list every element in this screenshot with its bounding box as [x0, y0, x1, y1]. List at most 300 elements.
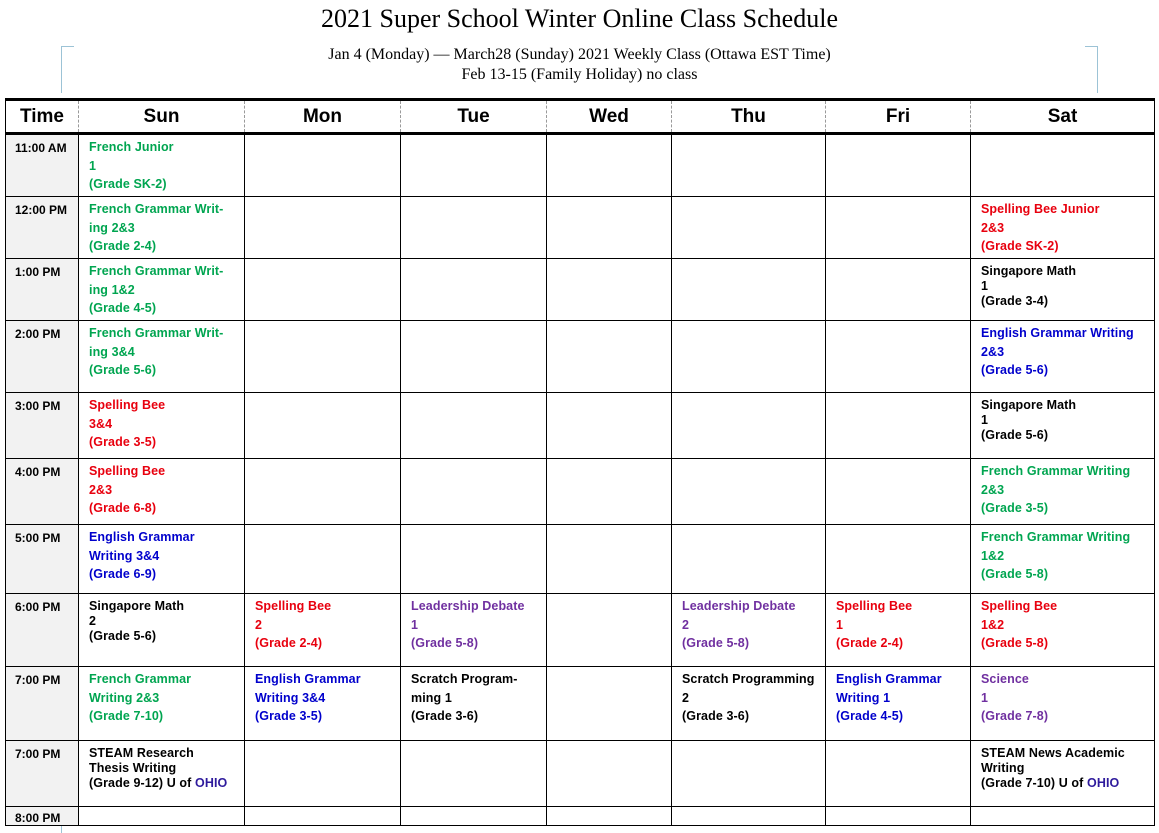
schedule-cell-thu — [672, 594, 826, 667]
schedule-cell-fri — [826, 667, 971, 741]
class-entry-text: English Grammar — [255, 672, 361, 686]
university-name: OHIO — [1087, 776, 1120, 790]
class-entry-text: (Grade 7-10) U of — [981, 776, 1087, 790]
table-row — [6, 134, 1155, 197]
class-entry-text: 1&2 — [981, 617, 1005, 632]
schedule-cell-sun — [79, 525, 245, 594]
class-entry-line — [89, 324, 244, 343]
class-entry — [971, 321, 1154, 380]
class-entry — [826, 667, 970, 726]
class-entry — [971, 667, 1154, 726]
schedule-cell-wed — [547, 197, 672, 259]
schedule-cell-fri — [826, 459, 971, 525]
schedule-cell-sat — [971, 594, 1155, 667]
class-entry-line — [89, 689, 244, 708]
class-entry-text: 1 — [836, 617, 844, 632]
class-entry-line — [89, 175, 244, 194]
class-entry-text: English Grammar — [836, 672, 942, 686]
class-entry-line — [89, 281, 244, 300]
class-entry-line — [981, 481, 1154, 500]
class-entry-text: (Grade 2-4) — [836, 636, 904, 650]
class-entry-line — [981, 634, 1154, 653]
schedule-cell-thu — [672, 321, 826, 393]
schedule-cell-thu — [672, 525, 826, 594]
schedule-cell-mon — [245, 459, 401, 525]
class-entry-line — [981, 776, 1154, 791]
schedule-cell-mon — [245, 807, 401, 826]
class-entry-text: (Grade 4-5) — [89, 301, 157, 315]
class-entry-text: Scratch Programming — [682, 672, 815, 686]
class-entry-text: (Grade 5-6) — [89, 363, 157, 377]
class-entry — [672, 594, 825, 653]
class-entry-text: 1 — [981, 279, 989, 293]
class-entry — [971, 741, 1154, 791]
schedule-cell-sat — [971, 134, 1155, 197]
schedule-cell-sun — [79, 197, 245, 259]
schedule-cell-wed — [547, 741, 672, 807]
class-entry — [79, 594, 244, 644]
class-entry-line — [682, 616, 825, 635]
schedule-cell-mon — [245, 134, 401, 197]
class-entry-line — [255, 689, 400, 708]
class-entry-text: STEAM News Academic — [981, 746, 1125, 760]
schedule-cell-tue — [401, 197, 547, 259]
class-entry-line — [981, 528, 1154, 547]
schedule-cell-sat — [971, 197, 1155, 259]
time-cell: 7:00 PM — [6, 667, 79, 741]
class-entry-text: 2 — [682, 617, 690, 632]
class-entry-text: 1 — [981, 690, 989, 705]
class-entry-text: Leadership Debate — [682, 599, 796, 613]
class-entry-text: (Grade 5-8) — [682, 636, 750, 650]
schedule-cell-sun — [79, 667, 245, 741]
class-entry-text: 2&3 — [981, 220, 1005, 235]
class-entry-line — [836, 616, 970, 635]
schedule-cell-tue — [401, 807, 547, 826]
schedule-cell-fri — [826, 525, 971, 594]
class-entry-line — [89, 157, 244, 176]
class-entry-text: French Grammar Writing — [981, 530, 1131, 544]
class-entry-line — [682, 597, 825, 616]
schedule-cell-wed — [547, 667, 672, 741]
class-entry-text: (Grade 7-8) — [981, 709, 1049, 723]
schedule-cell-fri — [826, 321, 971, 393]
margin-marker-left — [61, 46, 74, 93]
schedule-cell-tue — [401, 594, 547, 667]
class-entry-text: 2 — [682, 690, 690, 705]
schedule-cell-mon — [245, 393, 401, 459]
class-entry — [971, 594, 1154, 653]
class-entry-line — [411, 597, 546, 616]
schedule-cell-fri — [826, 594, 971, 667]
schedule-cell-sun — [79, 321, 245, 393]
class-entry-text: (Grade 6-8) — [89, 501, 157, 515]
schedule-cell-fri — [826, 134, 971, 197]
schedule-cell-fri — [826, 197, 971, 259]
class-entry-line — [682, 707, 825, 726]
schedule-cell-thu — [672, 259, 826, 321]
university-name: OHIO — [195, 776, 228, 790]
time-cell: 1:00 PM — [6, 259, 79, 321]
class-entry — [79, 259, 244, 318]
schedule-cell-sat — [971, 525, 1155, 594]
class-entry-line — [981, 616, 1154, 635]
class-entry-line — [981, 462, 1154, 481]
class-entry-line — [89, 707, 244, 726]
class-entry-line — [836, 597, 970, 616]
class-entry-text: (Grade 5-6) — [89, 629, 157, 643]
class-entry — [971, 459, 1154, 518]
class-entry-text: Writing 1 — [836, 690, 891, 705]
schedule-cell-sat — [971, 741, 1155, 807]
class-entry — [79, 459, 244, 518]
class-entry-text: Writing 2&3 — [89, 690, 160, 705]
time-cell: 3:00 PM — [6, 393, 79, 459]
class-entry-line — [89, 746, 244, 761]
schedule-cell-wed — [547, 594, 672, 667]
class-entry-text: (Grade 5-6) — [981, 428, 1049, 442]
class-entry-text: 1 — [981, 413, 989, 427]
header-row — [6, 100, 1155, 134]
class-entry-line — [255, 597, 400, 616]
class-entry-text: (Grade SK-2) — [89, 177, 167, 191]
schedule-cell-thu — [672, 741, 826, 807]
class-entry-line — [981, 361, 1154, 380]
schedule-cell-sun — [79, 393, 245, 459]
class-entry-line — [981, 547, 1154, 566]
table-row — [6, 807, 1155, 826]
table-row — [6, 459, 1155, 525]
class-entry-line — [981, 597, 1154, 616]
time-cell: 11:00 AM — [6, 134, 79, 197]
table-row — [6, 741, 1155, 807]
class-entry-text: 2 — [255, 617, 263, 632]
schedule-cell-thu — [672, 134, 826, 197]
class-entry-line — [981, 264, 1154, 279]
class-entry-line — [89, 462, 244, 481]
schedule-cell-wed — [547, 459, 672, 525]
class-entry-text: (Grade 4-5) — [836, 709, 904, 723]
margin-marker-right — [1085, 46, 1098, 93]
class-entry-text: 2&3 — [89, 482, 113, 497]
class-entry-line — [255, 616, 400, 635]
schedule-cell-mon — [245, 259, 401, 321]
class-entry-text: French Grammar — [89, 672, 192, 686]
class-entry-text: Spelling Bee — [89, 398, 166, 412]
schedule-cell-tue — [401, 667, 547, 741]
class-entry-text: French Grammar Writ- — [89, 202, 224, 216]
class-entry-text: Scratch Program- — [411, 672, 518, 686]
class-entry-line — [981, 746, 1154, 761]
class-entry-line — [682, 634, 825, 653]
class-entry-line — [682, 670, 825, 689]
class-entry-text: 3&4 — [89, 416, 113, 431]
class-entry-text: English Grammar Writing — [981, 326, 1134, 340]
class-entry-text: French Junior — [89, 140, 174, 154]
class-entry-text: (Grade 2-4) — [89, 239, 157, 253]
class-entry-line — [89, 237, 244, 256]
class-entry — [401, 667, 546, 726]
class-entry-line — [255, 634, 400, 653]
schedule-cell-fri — [826, 393, 971, 459]
time-cell: 2:00 PM — [6, 321, 79, 393]
class-entry-text: 2 — [89, 614, 97, 628]
class-entry — [245, 594, 400, 653]
class-entry — [971, 525, 1154, 584]
class-entry — [79, 741, 244, 791]
schedule-cell-wed — [547, 321, 672, 393]
class-entry-text: Writing 3&4 — [255, 690, 326, 705]
table-row — [6, 594, 1155, 667]
time-cell: 6:00 PM — [6, 594, 79, 667]
class-entry-line — [89, 433, 244, 452]
class-entry-text: Singapore Math — [981, 398, 1077, 412]
class-entry-line — [981, 398, 1154, 413]
class-entry-line — [89, 343, 244, 362]
class-entry-text: Spelling Bee — [836, 599, 913, 613]
class-entry-line — [89, 299, 244, 318]
table-row — [6, 667, 1155, 741]
date-range-line: Jan 4 (Monday) — March28 (Sunday) 2021 Weekly Class (Ottawa EST Time) — [328, 46, 831, 63]
class-entry-text: STEAM Research — [89, 746, 194, 760]
class-entry-line — [89, 361, 244, 380]
class-entry-line — [981, 279, 1154, 294]
class-entry-line — [89, 776, 244, 791]
class-entry-line — [836, 689, 970, 708]
class-entry-text: 1 — [89, 158, 97, 173]
col-header-thu: Thu — [672, 100, 826, 134]
schedule-cell-mon — [245, 525, 401, 594]
class-entry — [672, 667, 825, 726]
class-entry-text: (Grade 5-8) — [411, 636, 479, 650]
class-entry-text: ing 3&4 — [89, 344, 135, 359]
class-entry-line — [981, 707, 1154, 726]
class-entry-text: Spelling Bee — [89, 464, 166, 478]
class-entry-line — [836, 707, 970, 726]
class-entry-line — [411, 689, 546, 708]
class-entry — [971, 197, 1154, 256]
class-entry — [826, 594, 970, 653]
col-header-sun: Sun — [79, 100, 245, 134]
schedule-cell-sat — [971, 459, 1155, 525]
class-entry-line — [682, 689, 825, 708]
class-entry-line — [89, 761, 244, 776]
class-entry-line — [981, 428, 1154, 443]
class-entry — [79, 393, 244, 452]
class-entry-text: (Grade 3-5) — [981, 501, 1049, 515]
class-entry-text: (Grade 5-6) — [981, 363, 1049, 377]
class-entry-text: Singapore Math — [89, 599, 185, 613]
class-entry-text: Singapore Math — [981, 264, 1077, 278]
class-entry — [971, 259, 1154, 309]
class-entry-text: (Grade 6-9) — [89, 567, 157, 581]
table-row — [6, 393, 1155, 459]
class-entry-line — [89, 499, 244, 518]
class-entry-line — [89, 396, 244, 415]
class-entry-line — [981, 237, 1154, 256]
class-entry — [971, 393, 1154, 443]
class-entry-text: Spelling Bee — [981, 599, 1058, 613]
holiday-note: Feb 13-15 (Family Holiday) no class — [461, 66, 698, 83]
class-entry-text: ing 2&3 — [89, 220, 135, 235]
col-header-tue: Tue — [401, 100, 547, 134]
schedule-cell-sun — [79, 741, 245, 807]
schedule-cell-mon — [245, 667, 401, 741]
class-entry — [79, 135, 244, 194]
page-title: 2021 Super School Winter Online Class Schedule — [321, 4, 838, 33]
margin-marker-bottom-left — [61, 825, 74, 833]
schedule-cell-sat — [971, 259, 1155, 321]
class-entry-line — [981, 324, 1154, 343]
class-entry-line — [981, 499, 1154, 518]
schedule-cell-sat — [971, 667, 1155, 741]
class-entry-line — [981, 761, 1154, 776]
class-entry — [79, 321, 244, 380]
class-entry-line — [89, 415, 244, 434]
class-entry-text: French Grammar Writing — [981, 464, 1131, 478]
class-entry-line — [89, 629, 244, 644]
schedule-cell-sat — [971, 393, 1155, 459]
class-entry-line — [981, 413, 1154, 428]
schedule-cell-mon — [245, 594, 401, 667]
schedule-cell-wed — [547, 259, 672, 321]
class-entry-text: 1 — [411, 617, 419, 632]
class-entry-text: French Grammar Writ- — [89, 264, 224, 278]
class-entry-line — [411, 670, 546, 689]
class-entry — [79, 525, 244, 584]
class-entry-line — [89, 528, 244, 547]
class-entry-text: (Grade 3-6) — [411, 709, 479, 723]
class-entry — [245, 667, 400, 726]
class-entry-line — [411, 616, 546, 635]
schedule-cell-fri — [826, 741, 971, 807]
class-entry-text: (Grade 9-12) U of — [89, 776, 195, 790]
schedule-cell-sun — [79, 459, 245, 525]
table-row — [6, 321, 1155, 393]
class-entry-text: (Grade 3-5) — [89, 435, 157, 449]
schedule-cell-sun — [79, 594, 245, 667]
class-entry-line — [836, 634, 970, 653]
class-entry-line — [836, 670, 970, 689]
time-cell: 7:00 PM — [6, 741, 79, 807]
class-entry-line — [89, 262, 244, 281]
schedule-cell-tue — [401, 134, 547, 197]
schedule-cell-thu — [672, 667, 826, 741]
class-entry-text: Spelling Bee — [255, 599, 332, 613]
class-entry-line — [981, 343, 1154, 362]
class-entry-text: (Grade 5-8) — [981, 636, 1049, 650]
class-entry-text: Science — [981, 672, 1029, 686]
schedule-cell-sun — [79, 259, 245, 321]
class-entry-line — [255, 670, 400, 689]
schedule-cell-wed — [547, 525, 672, 594]
class-entry-text: Writing — [981, 761, 1025, 775]
class-entry-line — [411, 707, 546, 726]
class-entry-text: English Grammar — [89, 530, 195, 544]
schedule-cell-tue — [401, 259, 547, 321]
table-row — [6, 525, 1155, 594]
class-entry-line — [89, 138, 244, 157]
schedule-cell-tue — [401, 459, 547, 525]
class-entry-text: ming 1 — [411, 690, 452, 705]
time-cell: 8:00 PM — [6, 807, 79, 826]
class-entry-line — [981, 200, 1154, 219]
class-entry-line — [981, 670, 1154, 689]
schedule-cell-mon — [245, 197, 401, 259]
table-row — [6, 259, 1155, 321]
class-entry-line — [89, 481, 244, 500]
schedule-cell-wed — [547, 807, 672, 826]
class-entry-text: Thesis Writing — [89, 761, 177, 775]
schedule-cell-tue — [401, 741, 547, 807]
schedule-cell-sun — [79, 134, 245, 197]
class-entry-line — [89, 219, 244, 238]
class-entry-line — [89, 200, 244, 219]
schedule-cell-sun — [79, 807, 245, 826]
schedule-table — [5, 98, 1155, 826]
schedule-cell-fri — [826, 259, 971, 321]
class-entry — [401, 594, 546, 653]
col-header-time: Time — [6, 100, 79, 134]
schedule-cell-tue — [401, 393, 547, 459]
schedule-cell-thu — [672, 197, 826, 259]
class-entry-text: French Grammar Writ- — [89, 326, 224, 340]
class-entry-text: 1&2 — [981, 548, 1005, 563]
class-entry-line — [255, 707, 400, 726]
class-entry-text: Leadership Debate — [411, 599, 525, 613]
class-entry-line — [89, 614, 244, 629]
class-entry-line — [411, 634, 546, 653]
col-header-mon: Mon — [245, 100, 401, 134]
col-header-fri: Fri — [826, 100, 971, 134]
time-cell: 4:00 PM — [6, 459, 79, 525]
class-entry-text: (Grade 3-6) — [682, 709, 750, 723]
class-entry-text: (Grade 7-10) — [89, 709, 164, 723]
schedule-cell-wed — [547, 134, 672, 197]
class-entry-text: (Grade 5-8) — [981, 567, 1049, 581]
class-entry-text: (Grade 2-4) — [255, 636, 323, 650]
class-entry-line — [89, 670, 244, 689]
class-entry-text: 2&3 — [981, 344, 1005, 359]
time-cell: 5:00 PM — [6, 525, 79, 594]
class-entry-text: Spelling Bee Junior — [981, 202, 1100, 216]
schedule-cell-mon — [245, 741, 401, 807]
table-row — [6, 197, 1155, 259]
class-entry-text: (Grade SK-2) — [981, 239, 1059, 253]
schedule-cell-mon — [245, 321, 401, 393]
schedule-cell-sat — [971, 321, 1155, 393]
schedule-cell-sat — [971, 807, 1155, 826]
schedule-cell-thu — [672, 459, 826, 525]
class-entry-line — [89, 547, 244, 566]
col-header-wed: Wed — [547, 100, 672, 134]
class-entry-text: (Grade 3-4) — [981, 294, 1049, 308]
class-entry-text: 2&3 — [981, 482, 1005, 497]
class-entry-line — [981, 689, 1154, 708]
class-entry-line — [981, 219, 1154, 238]
schedule-cell-tue — [401, 525, 547, 594]
schedule-cell-thu — [672, 807, 826, 826]
class-entry-line — [89, 599, 244, 614]
schedule-cell-tue — [401, 321, 547, 393]
schedule-cell-fri — [826, 807, 971, 826]
class-entry — [79, 667, 244, 726]
class-entry-line — [89, 565, 244, 584]
class-entry-line — [981, 565, 1154, 584]
schedule-cell-thu — [672, 393, 826, 459]
class-entry-text: ing 1&2 — [89, 282, 135, 297]
col-header-sat: Sat — [971, 100, 1155, 134]
